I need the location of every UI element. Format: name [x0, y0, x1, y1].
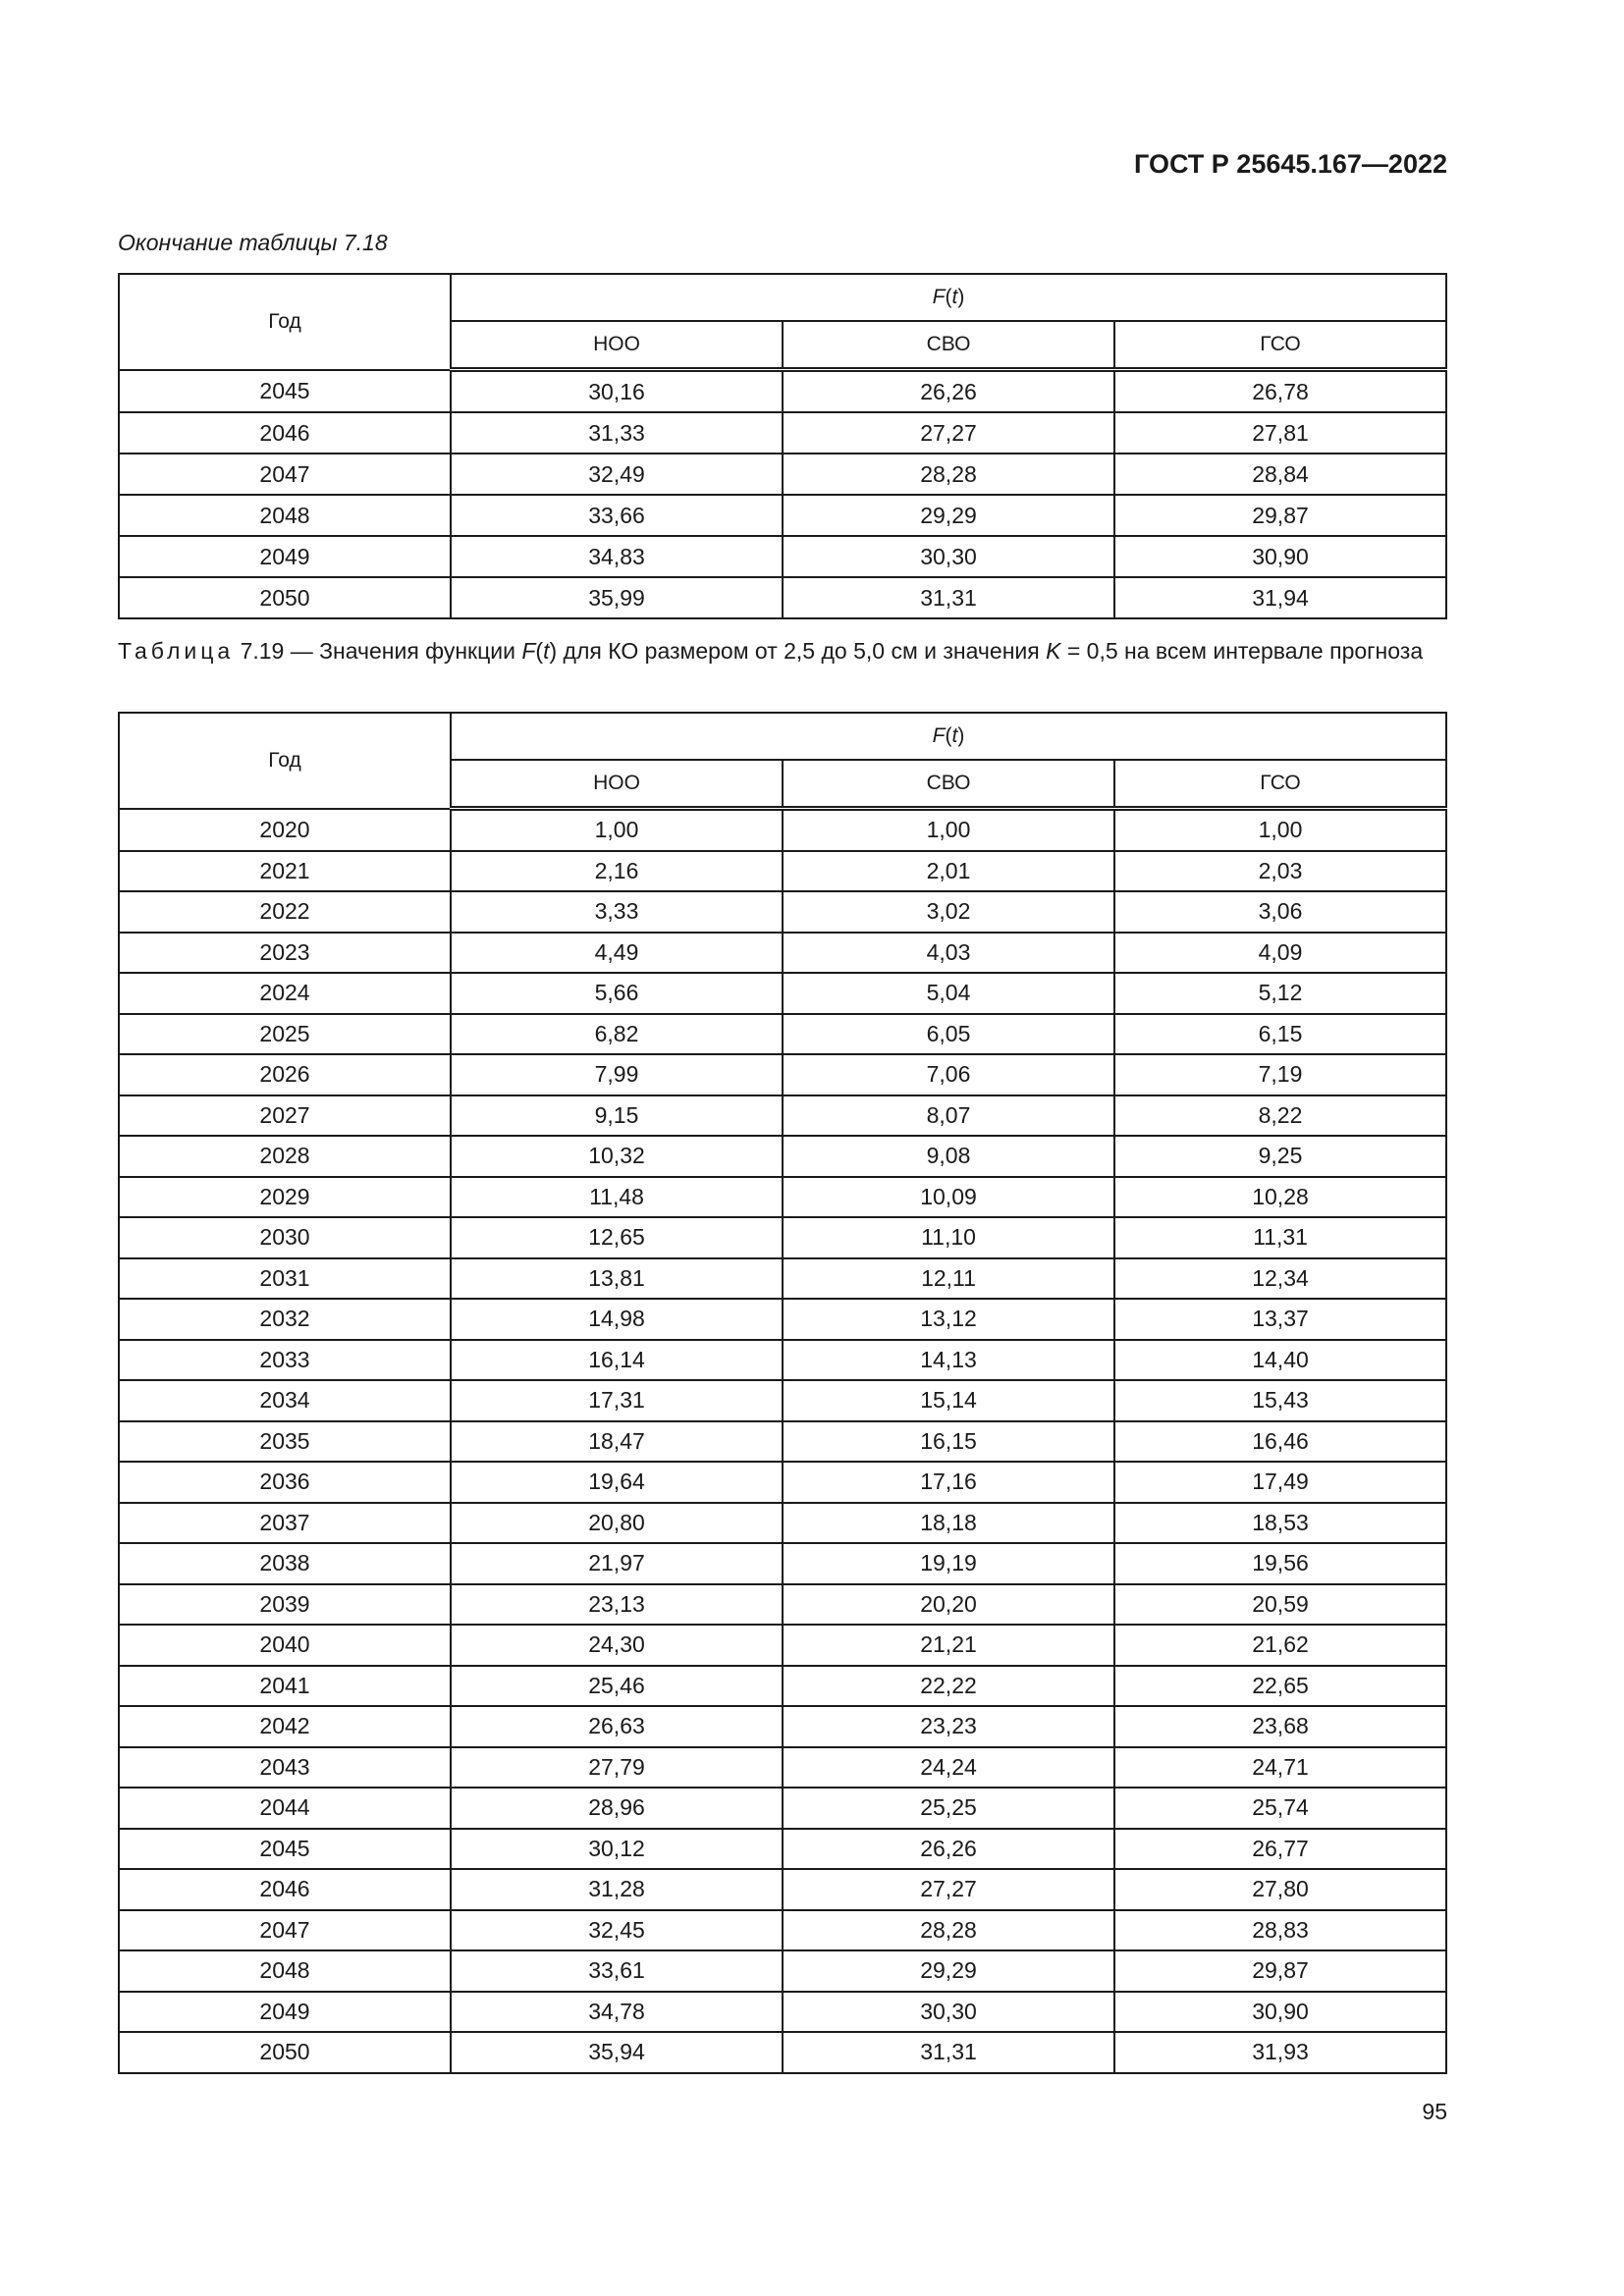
value-cell: 31,28	[451, 1869, 783, 1910]
value-cell: 27,80	[1114, 1869, 1446, 1910]
value-cell: 26,77	[1114, 1829, 1446, 1870]
table-row	[119, 1829, 1446, 1870]
table-row	[119, 1503, 1446, 1544]
value-cell: 26,26	[783, 1829, 1114, 1870]
value-cell: 15,43	[1114, 1380, 1446, 1421]
table-row	[119, 1706, 1446, 1747]
value-cell: 10,32	[451, 1136, 783, 1177]
value-cell: 5,66	[451, 973, 783, 1014]
value-cell: 28,83	[1114, 1910, 1446, 1951]
table-caption-function-arg: t	[543, 638, 550, 664]
year-cell: 2020	[119, 809, 451, 851]
table-row	[119, 1584, 1446, 1626]
year-cell: 2037	[119, 1503, 451, 1544]
value-cell: 20,20	[783, 1584, 1114, 1626]
value-cell: 29,29	[783, 495, 1114, 536]
value-cell: 33,61	[451, 1950, 783, 1992]
value-cell: 4,49	[451, 933, 783, 974]
value-cell: 1,00	[783, 809, 1114, 851]
year-cell: 2042	[119, 1706, 451, 1747]
value-cell: 31,33	[451, 412, 783, 454]
year-cell: 2045	[119, 370, 451, 413]
value-cell: 7,06	[783, 1054, 1114, 1095]
year-cell: 2025	[119, 1014, 451, 1055]
value-cell: 30,90	[1114, 1992, 1446, 2033]
year-cell: 2046	[119, 1869, 451, 1910]
value-cell: 27,27	[783, 412, 1114, 454]
value-cell: 13,81	[451, 1258, 783, 1300]
value-cell: 4,09	[1114, 933, 1446, 974]
column-header: НОО	[451, 760, 783, 809]
year-cell: 2049	[119, 536, 451, 577]
table-row	[119, 891, 1446, 933]
table-row	[119, 495, 1446, 536]
year-cell: 2029	[119, 1177, 451, 1218]
value-cell: 35,99	[451, 577, 783, 618]
value-cell: 8,22	[1114, 1095, 1446, 1137]
year-cell: 2034	[119, 1380, 451, 1421]
table-row	[119, 1340, 1446, 1381]
value-cell: 13,37	[1114, 1299, 1446, 1340]
page-number: 95	[1422, 2099, 1447, 2124]
value-cell: 28,96	[451, 1788, 783, 1829]
value-cell: 18,53	[1114, 1503, 1446, 1544]
value-cell: 26,63	[451, 1706, 783, 1747]
value-cell: 18,18	[783, 1503, 1114, 1544]
value-cell: 25,46	[451, 1666, 783, 1707]
year-cell: 2049	[119, 1992, 451, 2033]
value-cell: 15,14	[783, 1380, 1114, 1421]
table-row	[119, 1462, 1446, 1503]
table-row	[119, 1054, 1446, 1095]
value-cell: 6,15	[1114, 1014, 1446, 1055]
value-cell: 7,19	[1114, 1054, 1446, 1095]
value-cell: 11,10	[783, 1217, 1114, 1258]
year-cell: 2027	[119, 1095, 451, 1137]
value-cell: 26,26	[783, 370, 1114, 413]
table-row	[119, 1136, 1446, 1177]
header-row	[119, 274, 1446, 321]
table-row	[119, 1380, 1446, 1421]
value-cell: 28,28	[783, 454, 1114, 495]
table-caption-text-mid: для КО размером от 2,5 до 5,0 см и значения	[557, 638, 1047, 664]
year-cell: 2024	[119, 973, 451, 1014]
value-cell: 16,14	[451, 1340, 783, 1381]
value-cell: 21,62	[1114, 1625, 1446, 1666]
value-cell: 31,93	[1114, 2032, 1446, 2073]
year-cell: 2036	[119, 1462, 451, 1503]
table-row	[119, 973, 1446, 1014]
table-row	[119, 851, 1446, 892]
table-row	[119, 577, 1446, 618]
value-cell: 23,13	[451, 1584, 783, 1626]
table-row	[119, 1747, 1446, 1789]
value-cell: 29,87	[1114, 1950, 1446, 1992]
table-row	[119, 1910, 1446, 1951]
table-row	[119, 2032, 1446, 2073]
table-row	[119, 454, 1446, 495]
value-cell: 14,98	[451, 1299, 783, 1340]
value-cell: 2,16	[451, 851, 783, 892]
value-cell: 27,79	[451, 1747, 783, 1789]
value-cell: 17,16	[783, 1462, 1114, 1503]
value-cell: 19,56	[1114, 1543, 1446, 1584]
value-cell: 3,06	[1114, 891, 1446, 933]
year-cell: 2030	[119, 1217, 451, 1258]
value-cell: 13,12	[783, 1299, 1114, 1340]
value-cell: 9,08	[783, 1136, 1114, 1177]
value-cell: 30,16	[451, 370, 783, 413]
year-cell: 2045	[119, 1829, 451, 1870]
year-cell: 2047	[119, 1910, 451, 1951]
value-cell: 6,82	[451, 1014, 783, 1055]
table-row	[119, 1869, 1446, 1910]
table-row	[119, 1950, 1446, 1992]
value-cell: 7,99	[451, 1054, 783, 1095]
table-row	[119, 536, 1446, 577]
value-cell: 9,25	[1114, 1136, 1446, 1177]
column-header-year: Год	[119, 274, 451, 370]
year-cell: 2048	[119, 1950, 451, 1992]
value-cell: 21,97	[451, 1543, 783, 1584]
column-header: НОО	[451, 321, 783, 370]
value-cell: 2,03	[1114, 851, 1446, 892]
value-cell: 9,15	[451, 1095, 783, 1137]
value-cell: 14,40	[1114, 1340, 1446, 1381]
value-cell: 12,34	[1114, 1258, 1446, 1300]
value-cell: 19,64	[451, 1462, 783, 1503]
value-cell: 1,00	[1114, 809, 1446, 851]
value-cell: 18,47	[451, 1421, 783, 1463]
column-group-header: F(t)	[451, 274, 1446, 321]
value-cell: 32,49	[451, 454, 783, 495]
value-cell: 27,81	[1114, 412, 1446, 454]
column-header: СВО	[783, 321, 1114, 370]
column-header: СВО	[783, 760, 1114, 809]
table-caption-k: K	[1046, 638, 1061, 664]
year-cell: 2023	[119, 933, 451, 974]
value-cell: 23,23	[783, 1706, 1114, 1747]
year-cell: 2021	[119, 851, 451, 892]
value-cell: 31,94	[1114, 577, 1446, 618]
table-row	[119, 1625, 1446, 1666]
year-cell: 2050	[119, 2032, 451, 2073]
value-cell: 17,49	[1114, 1462, 1446, 1503]
year-cell: 2032	[119, 1299, 451, 1340]
value-cell: 27,27	[783, 1869, 1114, 1910]
table-row	[119, 1014, 1446, 1055]
year-cell: 2050	[119, 577, 451, 618]
value-cell: 20,80	[451, 1503, 783, 1544]
year-cell: 2047	[119, 454, 451, 495]
year-cell: 2022	[119, 891, 451, 933]
value-cell: 12,11	[783, 1258, 1114, 1300]
value-cell: 14,13	[783, 1340, 1114, 1381]
table-row	[119, 933, 1446, 974]
value-cell: 16,46	[1114, 1421, 1446, 1463]
table-continuation-caption: Окончание таблицы 7.18	[118, 230, 388, 255]
value-cell: 24,71	[1114, 1747, 1446, 1789]
table-7-19	[118, 712, 1447, 2074]
value-cell: 31,31	[783, 577, 1114, 618]
year-cell: 2033	[119, 1340, 451, 1381]
table-caption-text-end: = 0,5 на всем интервале прогноза	[1060, 638, 1424, 664]
column-header-year: Год	[119, 713, 451, 809]
table-row	[119, 1666, 1446, 1707]
value-cell: 24,30	[451, 1625, 783, 1666]
value-cell: 11,48	[451, 1177, 783, 1218]
table-row	[119, 1258, 1446, 1300]
value-cell: 8,07	[783, 1095, 1114, 1137]
table-row	[119, 412, 1446, 454]
value-cell: 11,31	[1114, 1217, 1446, 1258]
value-cell: 6,05	[783, 1014, 1114, 1055]
value-cell: 16,15	[783, 1421, 1114, 1463]
value-cell: 1,00	[451, 809, 783, 851]
value-cell: 24,24	[783, 1747, 1114, 1789]
value-cell: 12,65	[451, 1217, 783, 1258]
value-cell: 20,59	[1114, 1584, 1446, 1626]
year-cell: 2040	[119, 1625, 451, 1666]
value-cell: 28,84	[1114, 454, 1446, 495]
year-cell: 2039	[119, 1584, 451, 1626]
value-cell: 2,01	[783, 851, 1114, 892]
value-cell: 30,30	[783, 1992, 1114, 2033]
year-cell: 2028	[119, 1136, 451, 1177]
document-code: ГОСТ Р 25645.167—2022	[1134, 149, 1447, 179]
table-row	[119, 1177, 1446, 1218]
value-cell: 21,21	[783, 1625, 1114, 1666]
value-cell: 34,83	[451, 536, 783, 577]
value-cell: 30,30	[783, 536, 1114, 577]
table-caption-function: F	[521, 638, 536, 664]
value-cell: 5,12	[1114, 973, 1446, 1014]
value-cell: 30,90	[1114, 536, 1446, 577]
table-row	[119, 1788, 1446, 1829]
header-row	[119, 713, 1446, 760]
table-row	[119, 1095, 1446, 1137]
value-cell: 29,87	[1114, 495, 1446, 536]
value-cell: 10,28	[1114, 1177, 1446, 1218]
value-cell: 22,22	[783, 1666, 1114, 1707]
value-cell: 5,04	[783, 973, 1114, 1014]
table-row	[119, 809, 1446, 851]
table-caption-label: Таблица	[118, 638, 235, 664]
table-row	[119, 1421, 1446, 1463]
value-cell: 33,66	[451, 495, 783, 536]
value-cell: 35,94	[451, 2032, 783, 2073]
value-cell: 25,74	[1114, 1788, 1446, 1829]
value-cell: 25,25	[783, 1788, 1114, 1829]
year-cell: 2026	[119, 1054, 451, 1095]
column-header: ГСО	[1114, 321, 1446, 370]
value-cell: 3,33	[451, 891, 783, 933]
value-cell: 32,45	[451, 1910, 783, 1951]
table-caption-text-start: 7.19 — Значения функции	[240, 638, 522, 664]
year-cell: 2041	[119, 1666, 451, 1707]
value-cell: 26,78	[1114, 370, 1446, 413]
value-cell: 19,19	[783, 1543, 1114, 1584]
value-cell: 30,12	[451, 1829, 783, 1870]
year-cell: 2046	[119, 412, 451, 454]
value-cell: 28,28	[783, 1910, 1114, 1951]
year-cell: 2031	[119, 1258, 451, 1300]
value-cell: 10,09	[783, 1177, 1114, 1218]
value-cell: 34,78	[451, 1992, 783, 2033]
table-row	[119, 1992, 1446, 2033]
table-row	[119, 1217, 1446, 1258]
year-cell: 2038	[119, 1543, 451, 1584]
value-cell: 22,65	[1114, 1666, 1446, 1707]
column-group-header: F(t)	[451, 713, 1446, 760]
value-cell: 3,02	[783, 891, 1114, 933]
year-cell: 2044	[119, 1788, 451, 1829]
value-cell: 29,29	[783, 1950, 1114, 1992]
table-row	[119, 370, 1446, 413]
value-cell: 23,68	[1114, 1706, 1446, 1747]
year-cell: 2043	[119, 1747, 451, 1789]
column-header: ГСО	[1114, 760, 1446, 809]
year-cell: 2035	[119, 1421, 451, 1463]
table-row	[119, 1543, 1446, 1584]
table-row	[119, 1299, 1446, 1340]
value-cell: 4,03	[783, 933, 1114, 974]
value-cell: 17,31	[451, 1380, 783, 1421]
year-cell: 2048	[119, 495, 451, 536]
table-7-18-end	[118, 273, 1447, 619]
value-cell: 31,31	[783, 2032, 1114, 2073]
table-caption: Таблица 7.19 — Значения функции F(t) для КО размером от 2,5 до 5,0 см и значения K = 0,5 на всем интервале прогноза	[118, 638, 1424, 664]
